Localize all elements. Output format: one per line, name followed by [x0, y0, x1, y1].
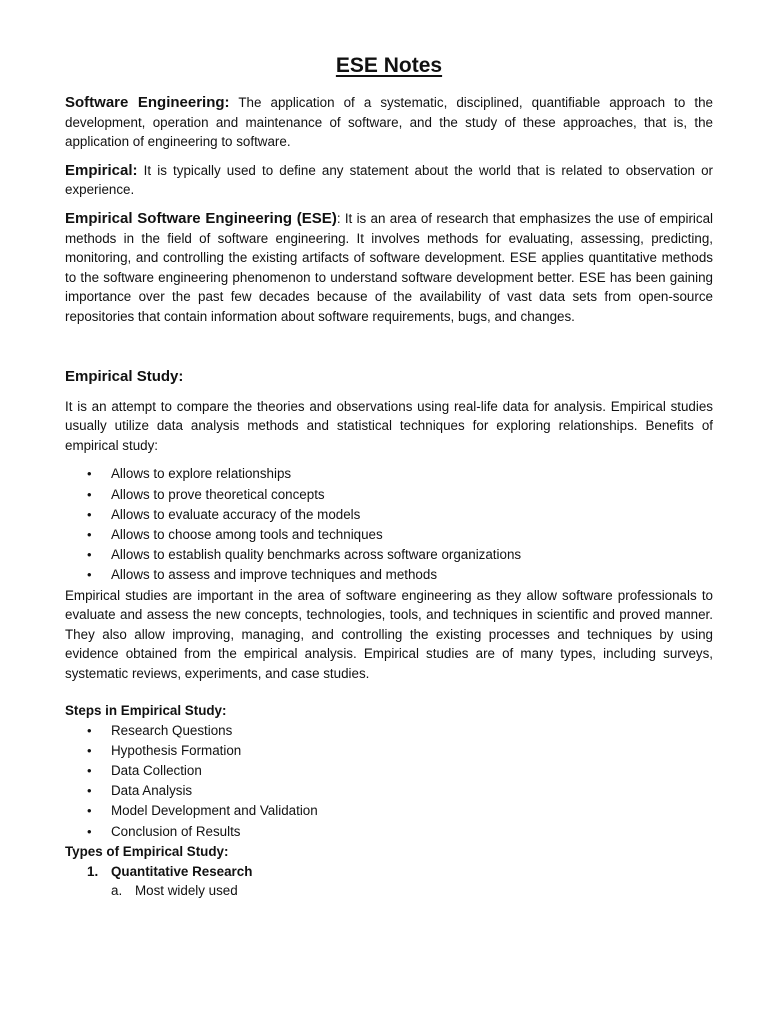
list-item [65, 485, 713, 505]
benefit-text: Allows to explore relationships [111, 466, 292, 482]
benefits-list [65, 464, 713, 585]
ese-text: : It is an area of research that emphasizes the use of empirical methods in the field of software engineering. It involves methods for evaluating, assessing, predicting, monitoring, and controlling the existing artifacts of software development. ESE applies quantitative methods to the software engineering phenomenon to understand software development better. ESE has been gaining importance over the past few decades because of the availability of vast data sets from open-source repositories that contain information about software requirements, bugs, and changes. [65, 210, 713, 324]
list-item [65, 721, 713, 741]
list-item [65, 801, 713, 821]
empirical-definition [65, 161, 713, 200]
bullet-icon: • [87, 547, 92, 563]
software-engineering-term: Software Engineering: [65, 94, 230, 111]
empirical-importance-paragraph: Empirical studies are important in the area of software engineering as they allow software professionals to evaluate and assess the new concepts, technologies, tools, and techniques in scientific and proved manner. They also allow improving, managing, and controlling the existing processes and techniques by using evidence obtained from the empirical analysis. Empirical studies are of many types, including surveys, systematic reviews, experiments, and case studies. [65, 587, 713, 681]
type-sublist [111, 881, 713, 901]
empirical-study-intro: It is an attempt to compare the theories and observations using real-life data for analysis. Empirical studies usually utilize data analysis methods and statistical techniques for exploring relationships. Benefits of empirical study: [65, 398, 713, 453]
bullet-icon: • [87, 823, 92, 839]
step-text: Data Analysis [111, 783, 193, 799]
document-page [65, 52, 713, 901]
bullet-icon: • [87, 783, 92, 799]
software-engineering-definition [65, 93, 713, 152]
ese-term: Empirical Software Engineering (ESE) [65, 209, 337, 227]
bullet-icon: • [87, 762, 92, 778]
type-title: Quantitative Research [111, 863, 253, 879]
list-item [111, 881, 713, 901]
list-item [65, 505, 713, 525]
benefit-text: Allows to evaluate accuracy of the models [111, 506, 361, 522]
list-item [65, 741, 713, 761]
list-item [65, 761, 713, 781]
sub-item-text: Most widely used [135, 883, 238, 899]
software-engineering-text: The application of a systematic, disciplined, quantifiable approach to the development, operation and maintenance of software, and the study of these approaches, that is, the application of engineering to software. [65, 95, 713, 150]
list-item [65, 525, 713, 545]
list-item [65, 781, 713, 801]
list-item [65, 565, 713, 585]
benefit-text: Allows to prove theoretical concepts [111, 486, 325, 502]
types-heading: Types of Empirical Study: [65, 843, 229, 859]
benefit-text: Allows to assess and improve techniques and methods [111, 567, 438, 583]
list-item [65, 545, 713, 565]
bullet-icon: • [87, 742, 92, 758]
bullet-icon: • [87, 506, 92, 522]
benefit-text: Allows to choose among tools and techniques [111, 526, 383, 542]
step-text: Conclusion of Results [111, 823, 241, 839]
ese-definition [65, 209, 713, 327]
step-text: Model Development and Validation [111, 803, 318, 819]
steps-heading: Steps in Empirical Study: [65, 702, 227, 718]
list-item [65, 464, 713, 484]
step-text: Research Questions [111, 722, 233, 738]
list-item [65, 822, 713, 842]
document-title: ESE Notes [335, 54, 443, 77]
steps-list [65, 721, 713, 842]
bullet-icon: • [87, 466, 92, 482]
bullet-icon: • [87, 526, 92, 542]
bullet-icon: • [87, 722, 92, 738]
sub-item-letter: a. [111, 883, 123, 899]
bullet-icon: • [87, 803, 92, 819]
type-number: 1. [87, 863, 99, 879]
bullet-icon: • [87, 486, 92, 502]
step-text: Hypothesis Formation [111, 742, 242, 758]
bullet-icon: • [87, 567, 92, 583]
empirical-term: Empirical: [65, 161, 138, 179]
list-item [65, 862, 713, 901]
step-text: Data Collection [111, 762, 202, 778]
empirical-study-heading: Empirical Study: [65, 367, 184, 385]
empirical-text: It is typically used to define any statement about the world that is related to observation or experience. [65, 162, 713, 198]
types-list [65, 862, 713, 901]
benefit-text: Allows to establish quality benchmarks across software organizations [111, 547, 522, 563]
